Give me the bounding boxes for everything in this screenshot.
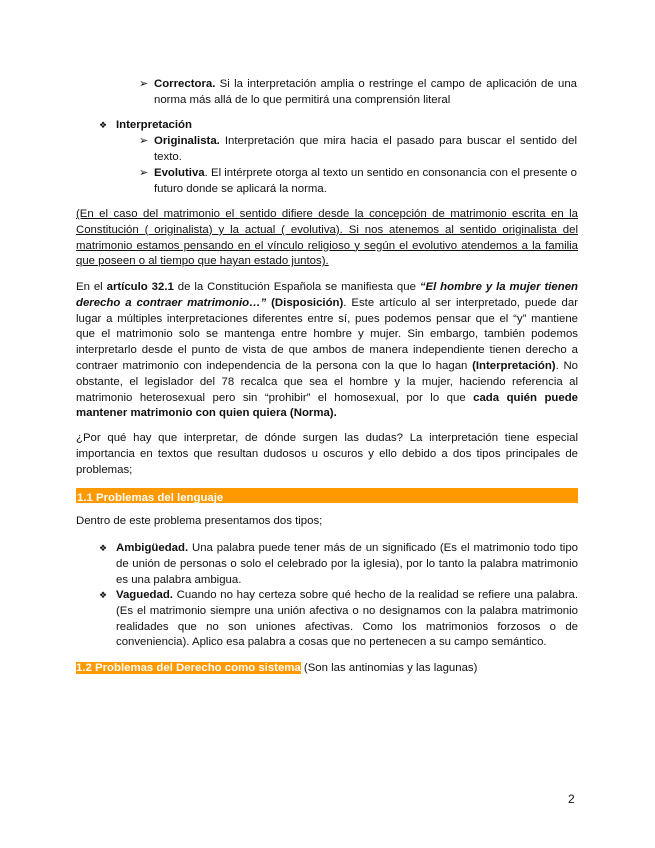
paragraph-articulo: En el artículo 32.1 de la Constitución Española se manifiesta que “El hombre y la mujer tienen derecho a contraer matrimonio…” (Disposición). Este artículo al ser interpretado, puede dar lugar a múltiples interpretaciones diferentes entre sí, pues podemos pensar que el “y” mantiene que el matrimonio solo se mantenga entre hombre y mujer. Sin embargo, también podemos interpretarlo desde el punto de vista de que ambos de manera independiente tienen derecho a contraer matrimonio con independencia de la persona con la que lo hagan (Interpretación). No obstante, el legislador del 78 recalca que sea el hombre y la mujer, haciendo referencia al matrimonio heterosexual pero sin “prohibir” el homosexual, por lo que cada quién puede mantener matrimonio con quien quiera (Norma).: [76, 281, 579, 420]
term-correctora: Correctora.: [154, 78, 216, 90]
section-heading-1-2: 1.2 Problemas del Derecho como sistema (Son las antinomias y las lagunas): [76, 662, 478, 674]
diamond-bullet-icon: ❖: [99, 120, 108, 130]
section1-intro: Dentro de este problema presentamos dos tipos;: [76, 515, 323, 527]
arrow-bullet-icon: ➢: [139, 167, 149, 179]
heading-interpretacion: Interpretación: [116, 119, 192, 131]
item-correctora: [154, 77, 577, 109]
item-ambiguedad: Ambigüedad. Una palabra puede tener más de un significado (Es el matrimonio todo tipo de unión de personas o solo el celebrado por la iglesia), por lo tanto la palabra matrimonio es una palabra ambigua.: [116, 542, 578, 586]
section-heading-1-1: 1.1 Problemas del lenguaje: [76, 488, 578, 503]
text-correctora: Si la interpretación amplia o restringe el campo de aplicación de una norma más allá de lo que permitirá una comprensión literal: [154, 78, 577, 106]
quote-articulo: “El hombre y la mujer tienen derecho a contraer matrimonio…”: [76, 281, 578, 309]
term-originalista: Originalista.: [154, 135, 220, 147]
item-originalista: [154, 134, 577, 166]
arrow-bullet-icon: ➢: [139, 135, 149, 147]
term-ambiguedad: Ambigüedad.: [116, 542, 189, 554]
diamond-bullet-icon: ❖: [99, 543, 108, 553]
ref-articulo: artículo 32.1: [106, 281, 174, 293]
paragraph-pregunta: ¿Por qué hay que interpretar, de dónde surgen las dudas? La interpretación tiene especial importancia en textos que resultan dudosos u oscuros y ello debido a dos tipos principales de problemas;: [76, 432, 578, 476]
item-vaguedad: Vaguedad. Cuando no hay certeza sobre qué hecho de la realidad se refiere una palabra. (Es el matrimonio siempre una unión afectiva o no designamos con la palabra matrimonio realidades que no son uniones afectivas. Como los matrimonios forzosos o de conveniencia). Aplico esa palabra a cosas que no pertenecen a su campo semántico.: [116, 589, 578, 649]
item-evolutiva: [154, 166, 577, 198]
arrow-bullet-icon: ➢: [139, 78, 149, 90]
page-number: 2: [568, 792, 575, 806]
diamond-bullet-icon: ❖: [99, 590, 108, 600]
term-vaguedad: Vaguedad.: [116, 589, 173, 601]
term-evolutiva: Evolutiva: [154, 167, 205, 179]
text-originalista: Interpretación que mira hacia el pasado para buscar el sentido del texto.: [154, 135, 577, 163]
text-evolutiva: . El intérprete otorga al texto un sentido en consonancia con el presente o futuro donde se aplicará la norma.: [154, 167, 577, 195]
note-matrimonio: (En el caso del matrimonio el sentido difiere desde la concepción de matrimonio escrita en la Constitución ( originalista) y la actual ( evolutiva). Si nos atenemos al sentido originalista del matrimonio estamos pensando en el vínculo religioso y según el evolutivo atendemos a la familia que poseen o al tiempo que hayan estado juntos).: [76, 208, 578, 268]
